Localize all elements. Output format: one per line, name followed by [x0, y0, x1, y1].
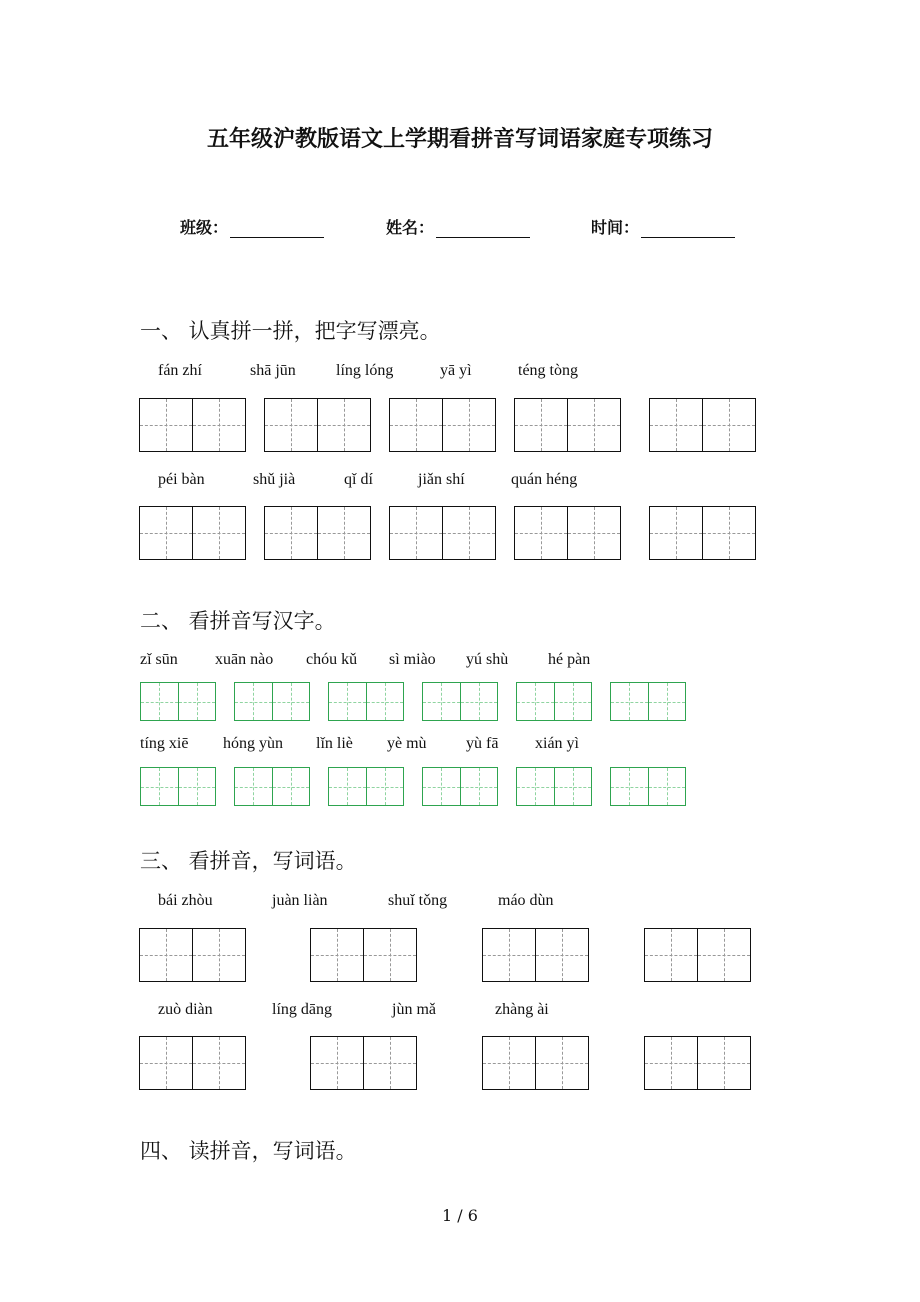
class-label: 班级： [180, 218, 229, 237]
time-label: 时间： [591, 218, 640, 237]
pinyin-label: zuò diàn [158, 1001, 213, 1018]
pinyin-label: yú shù [466, 651, 509, 668]
pinyin-label: quán héng [511, 471, 578, 488]
pinyin-label: yù fā [466, 735, 499, 752]
pinyin-label: shuǐ tǒng [388, 892, 448, 909]
green-writing-grid[interactable] [516, 767, 592, 806]
green-writing-grid[interactable] [610, 767, 686, 806]
pinyin-label: zhàng ài [495, 1001, 549, 1018]
section-4-heading: 四、 读拼音，写词语。 [140, 1139, 357, 1163]
pinyin-label: chóu kǔ [306, 651, 358, 668]
green-writing-grid[interactable] [422, 767, 498, 806]
name-label: 姓名： [386, 218, 435, 237]
page-number: 1 / 6 [442, 1206, 478, 1225]
pinyin-label: shǔ jià [253, 471, 296, 488]
name-blank[interactable] [436, 221, 530, 238]
writing-grid[interactable] [482, 928, 589, 982]
section-3-heading: 三、 看拼音，写词语。 [140, 849, 357, 873]
writing-grid[interactable] [389, 398, 496, 452]
pinyin-label: fán zhí [158, 362, 202, 379]
time-blank[interactable] [641, 221, 735, 238]
time-field [591, 215, 735, 238]
green-writing-grid[interactable] [234, 767, 310, 806]
class-blank[interactable] [230, 221, 324, 238]
pinyin-label: qǐ dí [344, 471, 373, 488]
writing-grid[interactable] [482, 1036, 589, 1090]
writing-grid[interactable] [514, 398, 621, 452]
pinyin-label: lǐn liè [316, 735, 353, 752]
pinyin-label: hóng yùn [223, 735, 283, 752]
pinyin-label: máo dùn [498, 892, 554, 909]
writing-grid[interactable] [310, 928, 417, 982]
writing-grid[interactable] [649, 398, 756, 452]
pinyin-label: yè mù [387, 735, 427, 752]
green-writing-grid[interactable] [140, 682, 216, 721]
pinyin-label: jiǎn shí [418, 471, 465, 488]
green-writing-grid[interactable] [422, 682, 498, 721]
pinyin-label: shā jūn [250, 362, 296, 379]
name-field [386, 215, 530, 238]
pinyin-label: jùn mǎ [392, 1001, 436, 1018]
green-writing-grid[interactable] [328, 682, 404, 721]
writing-grid[interactable] [264, 506, 371, 560]
pinyin-label: hé pàn [548, 651, 591, 668]
writing-grid[interactable] [139, 1036, 246, 1090]
pinyin-label: bái zhòu [158, 892, 213, 909]
page-title: 五年级沪教版语文上学期看拼音写词语家庭专项练习 [206, 126, 713, 152]
writing-grid[interactable] [139, 928, 246, 982]
pinyin-label: líng dāng [272, 1001, 332, 1018]
writing-grid[interactable] [649, 506, 756, 560]
green-writing-grid[interactable] [610, 682, 686, 721]
green-writing-grid[interactable] [140, 767, 216, 806]
pinyin-label: xuān nào [215, 651, 274, 668]
pinyin-label: xián yì [535, 735, 579, 752]
writing-grid[interactable] [310, 1036, 417, 1090]
pinyin-label: péi bàn [158, 471, 205, 488]
writing-grid[interactable] [644, 1036, 751, 1090]
green-writing-grid[interactable] [234, 682, 310, 721]
pinyin-label: zǐ sūn [140, 651, 178, 668]
pinyin-label: tíng xiē [140, 735, 189, 752]
writing-grid[interactable] [139, 398, 246, 452]
writing-grid[interactable] [644, 928, 751, 982]
section-2-heading: 二、 看拼音写汉字。 [140, 609, 336, 633]
green-writing-grid[interactable] [328, 767, 404, 806]
class-field [180, 215, 324, 238]
writing-grid[interactable] [389, 506, 496, 560]
green-writing-grid[interactable] [516, 682, 592, 721]
section-1-heading: 一、 认真拼一拼，把字写漂亮。 [140, 319, 441, 343]
writing-grid[interactable] [514, 506, 621, 560]
writing-grid[interactable] [139, 506, 246, 560]
pinyin-label: téng tòng [518, 362, 578, 379]
writing-grid[interactable] [264, 398, 371, 452]
pinyin-label: líng lóng [336, 362, 394, 379]
pinyin-label: sì miào [389, 651, 436, 668]
pinyin-label: juàn liàn [272, 892, 328, 909]
pinyin-label: yā yì [440, 362, 472, 379]
